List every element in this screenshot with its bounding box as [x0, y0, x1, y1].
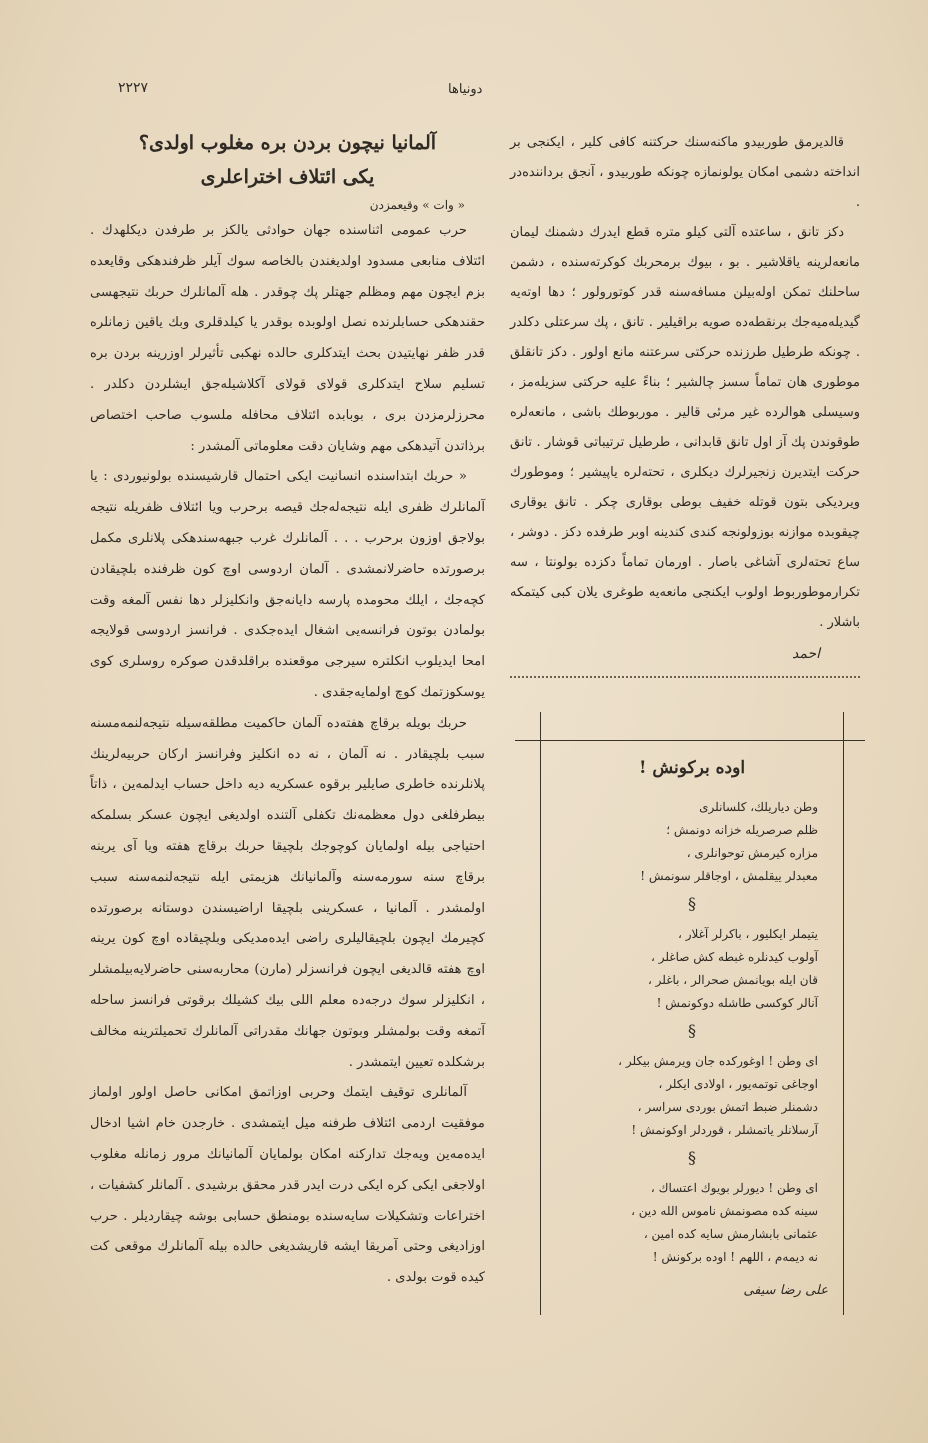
- article-subtitle: یکی ائتلاف اختراعلری: [200, 166, 375, 188]
- poem-verse: وطن دیاریلك، کلسانلری: [699, 800, 818, 814]
- poem-verse: آرسلانلر یاتمشلر ، قوردلر اوکونمش !: [631, 1123, 818, 1137]
- poem-verse: ظلم صرصریله خزانه دونمش ؛: [666, 823, 818, 837]
- dotted-divider: [510, 676, 860, 678]
- article-paragraph: قالدیرمق طوربیدو ماکنه‌سنك حرکتنه کافی کلیر ، ایکنجی بر انداخته دشمی امکان یولونمازه چونکه طوربیدو ، آنجق برداننده‌در .: [510, 135, 860, 210]
- poem-verse: آنالر کوکسی طاشله دوکونمش !: [656, 996, 818, 1010]
- stanza-separator: §: [688, 894, 696, 913]
- poem-stanza: [556, 796, 828, 888]
- article-paragraph: حرب عمومی اثناسنده جهان حوادثی یالکز بر طرفدن دیکلهدك . ائتلاف منابعی مسدود اولدیغندن بالخاصه سوك آیلر ظرفندهکی وقایعده بزم ایچون مهم ومظلم جهتلر پك چوقدر . هله آلمانلرك حربك نتیجهسی حقندهکی حسابلرنده نصل اولوبده بوقدر یا کیلدقلری وبك یاقین زمانلره قدر ظفر نهایتیدن بحث ایتدکلری حالده نهکبی تأثیرلر اوزرینه بردن بره تسلیم سلاح ایتدکلری قولای قولای آکلاشیله‌جق ایشلردن دکلدر . محرزلرمزدن بری ، بوبابده ائتلاف محافله ملسوب صاحب اختصاص برذاتدن آتیدهکی مهم وشایان دقت معلوماتی آلمشدر :: [90, 223, 485, 454]
- poem-verse: مزاره کیرمش توحوانلری ،: [686, 846, 818, 860]
- page-number: ٢٢٢٧: [118, 80, 149, 96]
- poem-stanza: [556, 1177, 828, 1269]
- poem: [556, 750, 828, 1298]
- stanza-separator: §: [688, 1021, 696, 1040]
- article-title: آلمانیا نیچون بردن بره مغلوب اولدی؟: [138, 132, 437, 154]
- poem-verse: معبدلر ییقلمش ، اوجاقلر سونمش !: [640, 869, 818, 883]
- poem-verse: اوجاغی توتمه‌یور ، اولادی ایکلر ،: [658, 1077, 818, 1091]
- right-article: [510, 128, 860, 662]
- article-paragraph: دکز تانق ، ساعتده آلتی کیلو متره قطع ایدرك دشمنك لیمان مانعه‌لرینه یاقلاشیر . بو ، بیوك برمحربك کوکرته‌سنده ، دشمن ساحلنك تمکن اوله‌بیلن مسافه‌سنه قدر کوتورولور ؛ دها اوته‌یه گیدیله‌میه‌جك برنقطه‌ده صویه براقیلیر . تانق ، پك سرعتلی دکلدر . چونکه طرطیل طرزنده حرکتی سرعتنه مانع اولور . دکز تانقلق موطوری هان تماماً سسز چالشیر ؛ بناءً علیه حرکتی سزیله‌مز ، وسیسلی هوالرده غیر مرئی قالیر . موربوطك باشی ، مانعه‌لره طوقوندن پك آز اول تانق قابدانی ، طرطیل ترتیباتی قوشار . تانق حرکت ایتدیرن زنجیرلرك دیکلری ، تحته‌لره یاپیشیر ؛ وموطورك ویردیکی بتون قوتله خفیف بوطی بوقاری چکر . تانق یوقاری چیقوبده موازنه بوزولونجه کندی کندینه اوبر طرفده دکز . دوشر ، ساع تحته‌لری آشاغی باصار . اورمان تماماً دکزده بولونتا ، سه تکرارموطوربوط اولوب ایکنجی مانعه‌یه طوغری یلان کبی کیتمکه باشلار .: [510, 225, 860, 630]
- poem-verse: یتیملر ایکلیور ، باکرلر آغلار ،: [678, 927, 818, 941]
- poet-name: علی رضا سیفی: [743, 1283, 828, 1298]
- article-paragraph: آلمانلری توقیف ایتمك وحربی اوزاتمق امکانی حاصل اولور اولماز موفقیت اردمی ائتلاف طرفنه میل ایتمشدی . خارجدن خام اشیا ادخال ایده‌مه‌ین ویه‌جك تدارکنه امکان بولمایان آلمانیانك مرور زمانله مغلوب اولاجغی ایکی کره ایکی درت ایدر قدر محقق برشیدی . آلمانلر کشفیات ، اختراعات وتشکیلات سایه‌سنده بومنطق حسابی بوشه چیقاردیلر . حرب اوزادیغی وحتی آمریقا ایشه قاریشدیغی حالده بیله آلمانلرك موقعی کت کیده قوت بولدی .: [90, 1085, 485, 1286]
- journal-name: دونیاها: [448, 82, 483, 97]
- author-signature: احمد: [792, 646, 820, 662]
- poem-verse: قان ایله بویانمش صحرالر ، باغلر ،: [647, 973, 818, 987]
- poem-title: اوده برکونش !: [638, 758, 746, 778]
- poem-verse: عثمانی بابشارمش سایه کده امین ،: [643, 1227, 818, 1241]
- left-article: [90, 130, 485, 1294]
- poem-verse: ای وطن ! دیورلر بویوك اعتساك ،: [650, 1181, 818, 1195]
- poem-verse: آولوب کیدنلره غبطه کش صاغلر ،: [651, 950, 818, 964]
- poem-stanza: [556, 1050, 828, 1142]
- article-paragraph: « حربك ابتداسنده انسانیت ایکی احتمال قارشیسنده بولونیوردی : یا آلمانلرك ظفری ایله نتیجه‌له‌جك قیصه برحرب ویا ائتلاف ظفریله نتیجه بولاجق اوزون برحرب . . . آلمانلرك غرب جبهه‌سندهکی پلانلری مکمل برصورتده حاضرلانمشدی . آلمان اردوسی اوچ کون ظرفنده بلچیقادن کچه‌جك ، ایلك محومده پارسه دایانه‌جق وانکلیزلر دها نفس آلمغه وقت بولمادن بوتون فرانسه‌یی اشغال ایده‌جکدی . فرانسز اردوسی قولایجه امحا ایدیلوب انکلتره سیرجی موقعنده براقلدقدن صوکره روسلری کوی یوسکوزتمك کوچ اولمایه‌جقدی .: [90, 469, 485, 700]
- article-paragraph: حربك بویله برقاچ هفته‌ده آلمان حاکمیت مطلقه‌سیله نتیجه‌لنمه‌مسنه سبب بلچیقادر . نه آلمان ، نه ده انکلیز وفرانسز ارکان حربیه‌لرینك پلانلرنده خاطری صایلیر برقوه عسکریه دیه داخل حساب ایدلمه‌ین ، ذاتاً بیطرفلغی دول معظمه‌نك تکفلی آلتنده اولدیغی ایچون عسکر بسلمکه احتیاجی بیله اولمایان کوچوجك بلچیقا حربك برقاچ هفته ویا آی یرینه برقاچ سنه سورمه‌سنه وآلمانیانك هزیمتی ایله نتیجه‌لنمه‌سنه سبب اولمشدر . آلمانیا ، عسکرینی بلچیقا اراضیسندن دوستانه برصورتده کچیرمك ایچون بلچیقالیلری راضی ایده‌مدیکی وبلچیقاده اوچ کون یرینه اوچ هفته قالدیغی ایچون فرانسزلر (مارن) محاربه‌سنی حاضرلایه‌بیلمشلر ، انکلیزلر سوك درجه‌ده معلم اللی بیك کشیلك برقوتی فرانسز ساحله آتمغه وقت بولمشلر وبوتون جهانك مقدراتی آلمانلرك تحمیلترینه مخالف برشکلده تعیین ایتمشدر .: [90, 715, 485, 1070]
- poem-verse: نه دیمه‌م ، اللهم ! اوده برکونش !: [652, 1250, 818, 1264]
- poem-verse: سینه کده مصونمش ناموس الله دین ،: [631, 1204, 818, 1218]
- article-byline: « وات » وقیعمزدن: [369, 198, 465, 212]
- poem-stanza: [556, 923, 828, 1015]
- poem-verse: ای وطن ! اوغورکده جان ویرمش بیکلر ،: [618, 1054, 818, 1068]
- poem-verse: دشمنلر ضبط اتمش بوردی سراسر ،: [637, 1100, 818, 1114]
- stanza-separator: §: [688, 1148, 696, 1167]
